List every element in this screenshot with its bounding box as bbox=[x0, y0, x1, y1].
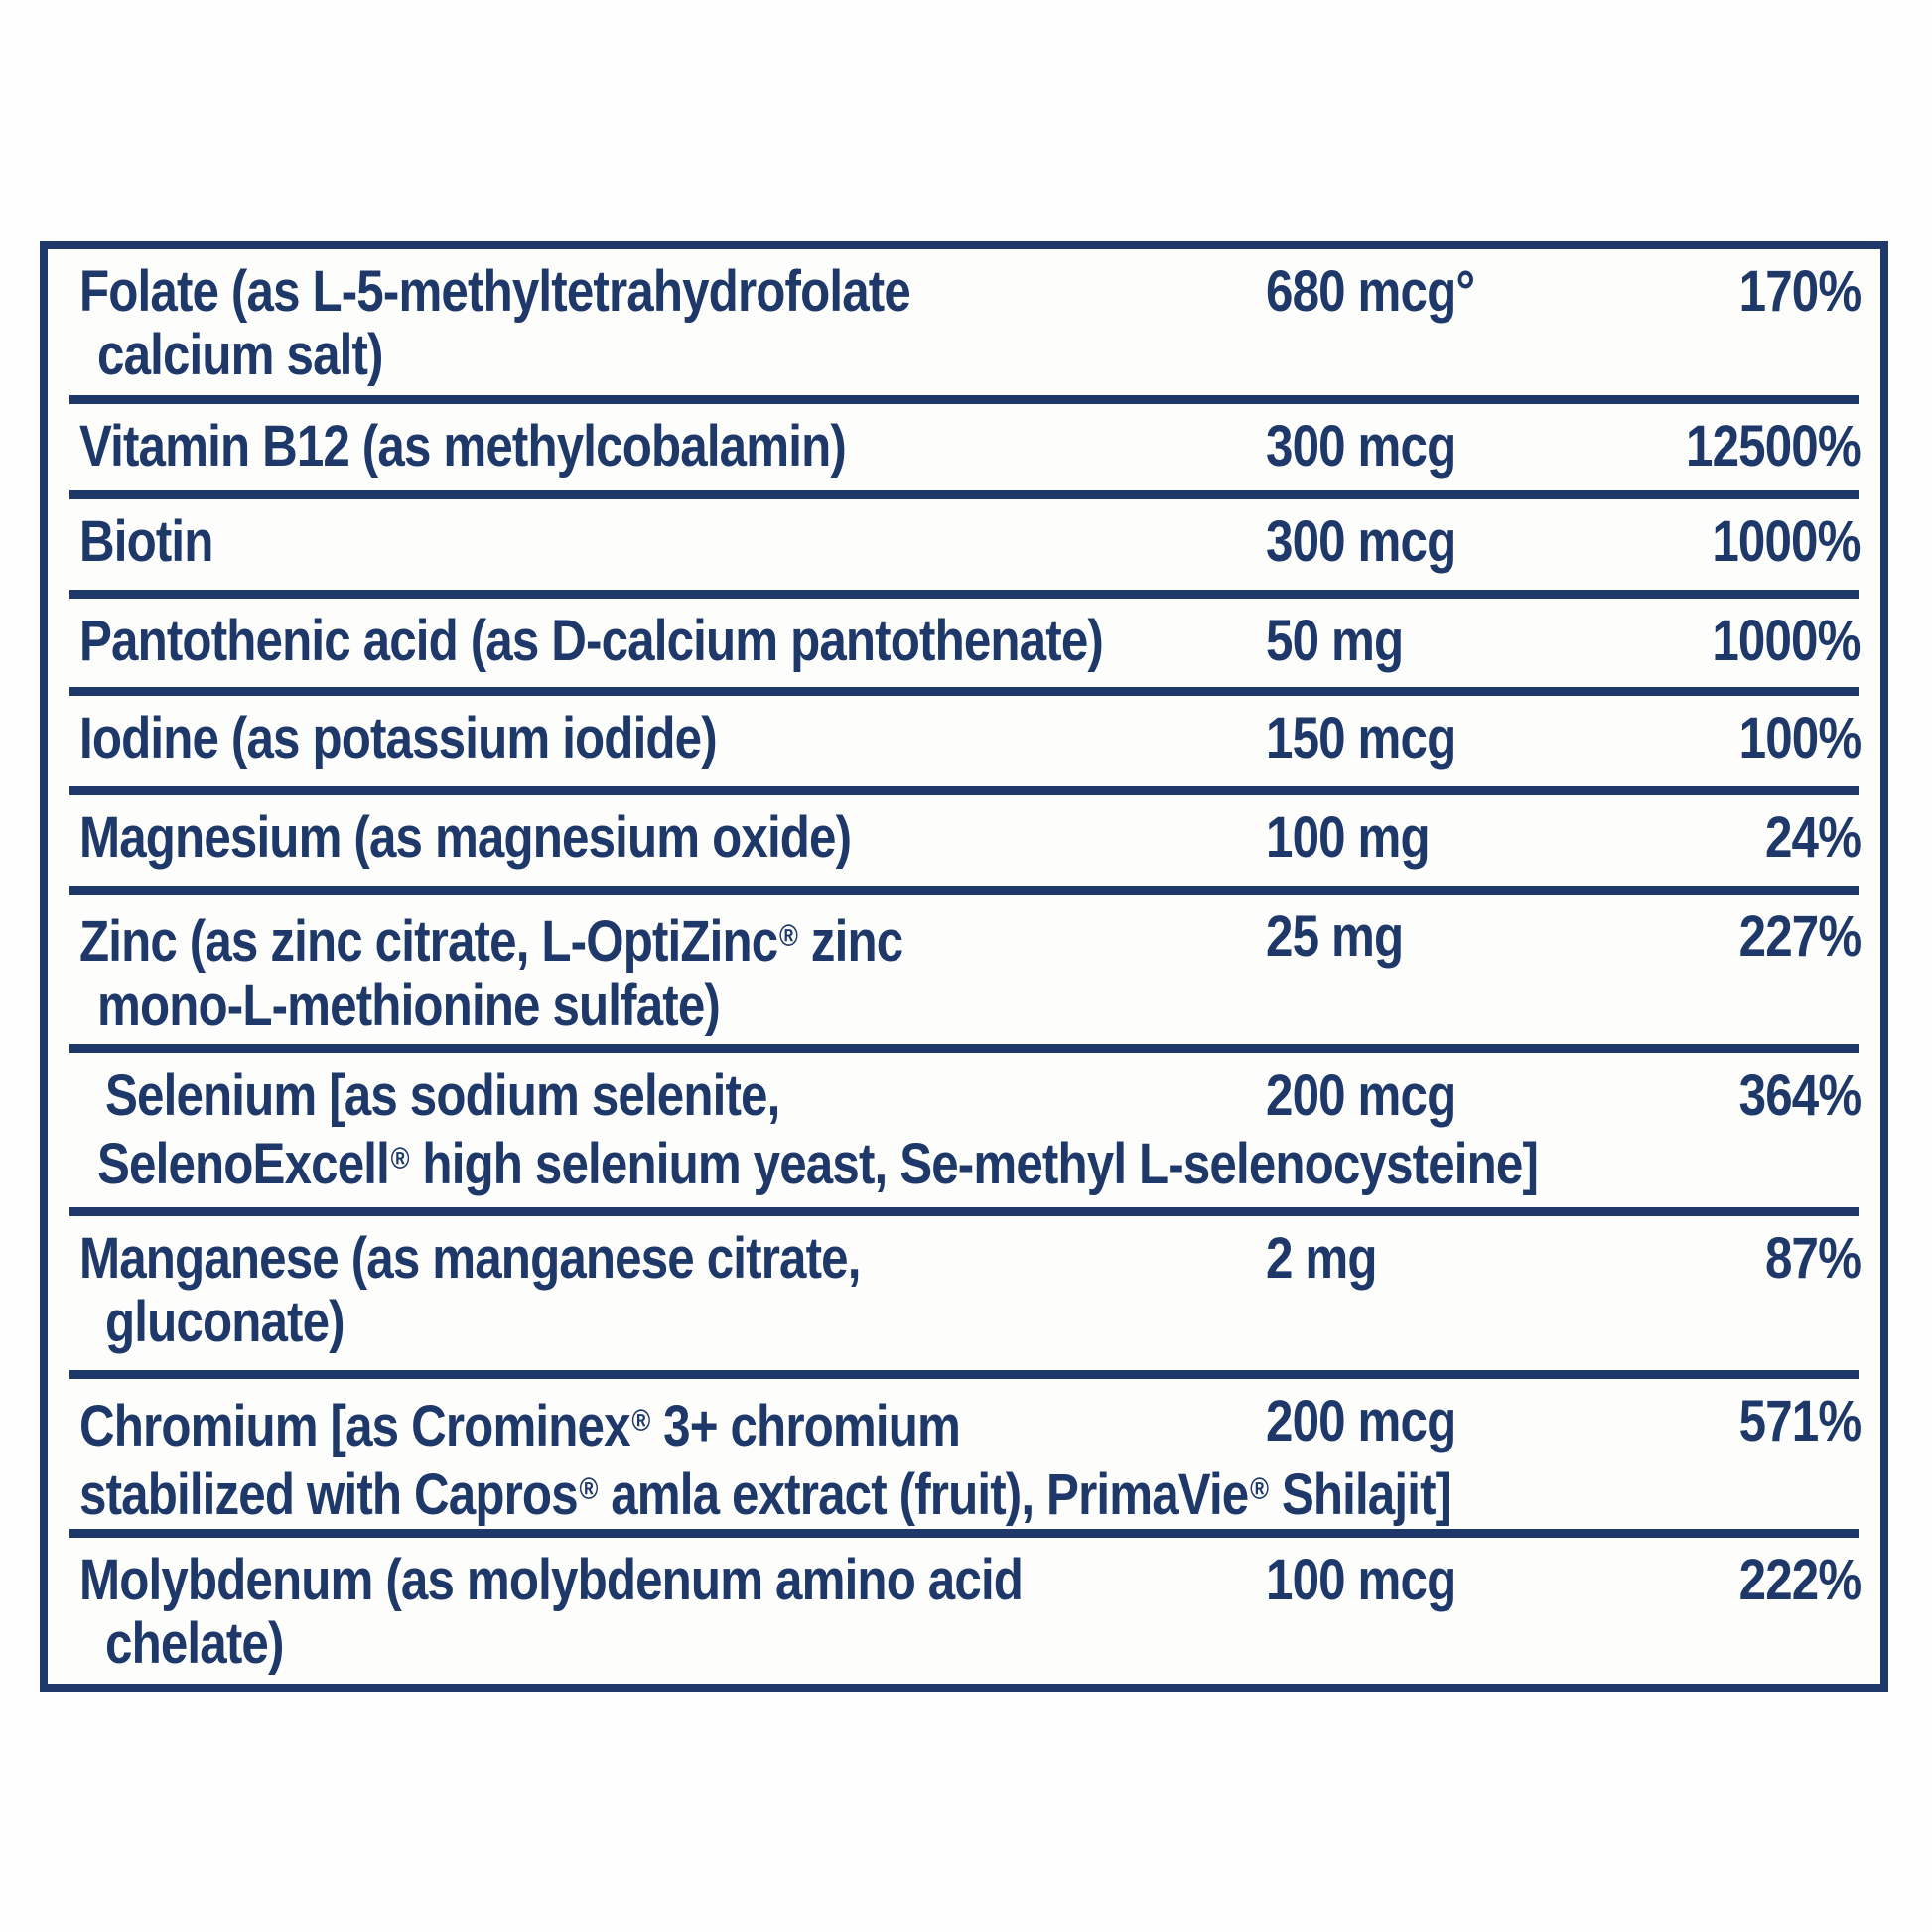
ingredient-name-text: mono-L-methionine sulfate) bbox=[97, 973, 720, 1038]
amount-text: 300 mcg bbox=[1266, 509, 1456, 574]
ingredient-name-line bbox=[79, 260, 1861, 324]
ingredient-name-line bbox=[79, 1458, 1861, 1527]
ingredient-name-text: Vitamin B12 (as methylcobalamin) bbox=[79, 414, 846, 479]
amount-text: 100 mcg bbox=[1266, 1548, 1456, 1612]
ingredient-name-text: Chromium [as Crominex® 3+ chromium bbox=[79, 1394, 961, 1459]
ingredient-name bbox=[79, 415, 1861, 479]
ingredient-name-line bbox=[79, 707, 1861, 770]
registered-mark: ® bbox=[779, 920, 798, 953]
ingredient-name bbox=[79, 1227, 1861, 1354]
ingredient-name-line bbox=[105, 1612, 1861, 1676]
daily-value-percent bbox=[1718, 1390, 1861, 1453]
amount-per-serving bbox=[1266, 415, 1489, 479]
ingredient-name-line bbox=[79, 610, 1861, 673]
table-row bbox=[48, 249, 1880, 404]
ingredient-name-text: SelenoExcell® high selenium yeast, Se-methyl L-selenocysteine] bbox=[97, 1132, 1539, 1197]
amount-text: 300 mcg bbox=[1266, 414, 1456, 479]
table-row bbox=[48, 696, 1880, 795]
ingredient-name-text: Biotin bbox=[79, 509, 213, 574]
ingredient-name-text: Folate (as L-5-methyltetrahydrofolate bbox=[79, 259, 910, 324]
ingredient-name-line bbox=[79, 1227, 1861, 1291]
ingredient-name bbox=[79, 905, 1861, 1037]
ingredient-name-text: Iodine (as potassium iodide) bbox=[79, 706, 717, 770]
ingredient-name-line bbox=[79, 415, 1861, 479]
amount-text: 25 mg bbox=[1266, 904, 1404, 969]
daily-value-text: 364% bbox=[1738, 1063, 1861, 1128]
ingredient-name-line bbox=[97, 974, 1861, 1037]
ingredient-name bbox=[79, 1390, 1861, 1527]
amount-text: 100 mg bbox=[1266, 805, 1430, 870]
ingredient-name bbox=[79, 1064, 1861, 1196]
ingredient-name-line bbox=[97, 1128, 1861, 1196]
ingredient-name bbox=[79, 610, 1861, 673]
ingredient-name bbox=[79, 707, 1861, 770]
daily-value-percent bbox=[1718, 707, 1861, 770]
daily-value-percent bbox=[1748, 806, 1861, 870]
daily-value-percent bbox=[1686, 510, 1861, 574]
registered-mark: ® bbox=[1250, 1473, 1269, 1507]
ingredient-name-text: Molybdenum (as molybdenum amino acid bbox=[79, 1548, 1024, 1612]
daily-value-text: 571% bbox=[1738, 1389, 1861, 1453]
amount-text: 680 mcg° bbox=[1266, 259, 1475, 324]
ingredient-name-line bbox=[79, 510, 1861, 574]
amount-text: 200 mcg bbox=[1266, 1389, 1456, 1453]
daily-value-text: 1000% bbox=[1712, 509, 1861, 574]
table-row bbox=[48, 795, 1880, 895]
daily-value-percent bbox=[1718, 1549, 1861, 1612]
daily-value-text: 1000% bbox=[1712, 609, 1861, 673]
ingredient-name-text: calcium salt) bbox=[97, 323, 383, 387]
amount-per-serving bbox=[1266, 1549, 1489, 1612]
table-row bbox=[48, 599, 1880, 696]
amount-per-serving bbox=[1266, 707, 1489, 770]
amount-text: 150 mcg bbox=[1266, 706, 1456, 770]
amount-per-serving bbox=[1266, 905, 1428, 969]
amount-per-serving bbox=[1266, 1064, 1489, 1128]
ingredient-name bbox=[79, 1549, 1861, 1676]
ingredient-name-line bbox=[79, 1390, 1861, 1458]
table-row bbox=[48, 499, 1880, 599]
registered-mark: ® bbox=[390, 1143, 410, 1175]
amount-text: 2 mg bbox=[1266, 1226, 1377, 1291]
daily-value-text: 222% bbox=[1738, 1548, 1861, 1612]
table-row bbox=[48, 1216, 1880, 1379]
registered-mark: ® bbox=[579, 1473, 599, 1507]
amount-per-serving bbox=[1266, 1227, 1396, 1291]
amount-per-serving bbox=[1266, 260, 1511, 324]
ingredient-name-text: Magnesium (as magnesium oxide) bbox=[79, 805, 852, 870]
amount-text: 200 mcg bbox=[1266, 1063, 1456, 1128]
ingredient-name-text: stabilized with Capros® amla extract (fruit), PrimaVie® Shilajit] bbox=[79, 1462, 1451, 1528]
ingredient-name-text: chelate) bbox=[105, 1611, 284, 1676]
table-row bbox=[48, 1379, 1880, 1538]
ingredient-name-text: Zinc (as zinc citrate, L-OptiZinc® zinc bbox=[79, 909, 903, 975]
daily-value-percent bbox=[1718, 260, 1861, 324]
table-row bbox=[48, 404, 1880, 499]
ingredient-name bbox=[79, 510, 1861, 574]
ingredient-name-text: gluconate) bbox=[105, 1290, 345, 1354]
daily-value-percent bbox=[1718, 1064, 1861, 1128]
ingredient-name-line bbox=[79, 905, 1861, 974]
amount-per-serving bbox=[1266, 610, 1428, 673]
ingredient-name-text: Manganese (as manganese citrate, bbox=[79, 1226, 861, 1291]
ingredient-name bbox=[79, 806, 1861, 870]
ingredient-name-text: Selenium [as sodium selenite, bbox=[105, 1063, 780, 1128]
daily-value-text: 170% bbox=[1738, 259, 1861, 324]
registered-mark: ® bbox=[631, 1405, 651, 1438]
daily-value-text: 24% bbox=[1764, 805, 1861, 870]
daily-value-percent bbox=[1655, 415, 1861, 479]
daily-value-percent bbox=[1748, 1227, 1861, 1291]
supplement-facts-table bbox=[40, 241, 1888, 1692]
table-row bbox=[48, 1053, 1880, 1216]
ingredient-name-line bbox=[79, 806, 1861, 870]
ingredient-name-text: Pantothenic acid (as D-calcium pantothenate) bbox=[79, 609, 1103, 673]
daily-value-text: 12500% bbox=[1686, 414, 1861, 479]
ingredient-name-line bbox=[105, 1064, 1861, 1128]
daily-value-text: 87% bbox=[1764, 1226, 1861, 1291]
daily-value-text: 100% bbox=[1738, 706, 1861, 770]
daily-value-percent bbox=[1686, 610, 1861, 673]
amount-per-serving bbox=[1266, 510, 1489, 574]
table-row bbox=[48, 895, 1880, 1053]
table-row bbox=[48, 1538, 1880, 1684]
amount-per-serving bbox=[1266, 806, 1458, 870]
ingredient-name-line bbox=[105, 1291, 1861, 1354]
ingredient-name-line bbox=[79, 1549, 1861, 1612]
daily-value-percent bbox=[1718, 905, 1861, 969]
amount-text: 50 mg bbox=[1266, 609, 1404, 673]
ingredient-name-line bbox=[97, 324, 1861, 387]
amount-per-serving bbox=[1266, 1390, 1489, 1453]
table-rows bbox=[48, 249, 1880, 1684]
ingredient-name bbox=[79, 260, 1861, 387]
daily-value-text: 227% bbox=[1738, 904, 1861, 969]
